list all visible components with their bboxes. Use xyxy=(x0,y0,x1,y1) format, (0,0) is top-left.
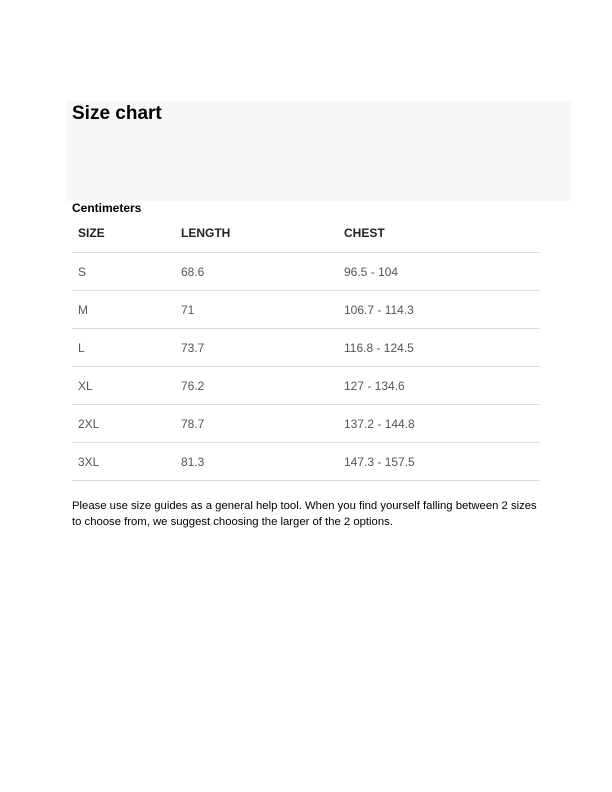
chest-cell: 116.8 - 124.5 xyxy=(338,329,540,367)
table-row xyxy=(72,367,540,405)
size-guide-note: Please use size guides as a general help tool. When you find yourself falling between 2 sizes to choose from, we suggest choosing the larger of the 2 options. xyxy=(72,500,537,528)
length-cell: 81.3 xyxy=(175,443,338,481)
chest-cell: 147.3 - 157.5 xyxy=(338,443,540,481)
page-title: Size chart xyxy=(72,103,162,124)
table-row xyxy=(72,291,540,329)
column-header-size: SIZE xyxy=(72,214,175,253)
table-row xyxy=(72,253,540,291)
size-cell: M xyxy=(72,291,175,329)
length-cell: 71 xyxy=(175,291,338,329)
size-cell: XL xyxy=(72,367,175,405)
length-cell: 68.6 xyxy=(175,253,338,291)
chest-cell: 106.7 - 114.3 xyxy=(338,291,540,329)
chest-cell: 137.2 - 144.8 xyxy=(338,405,540,443)
chest-cell: 96.5 - 104 xyxy=(338,253,540,291)
table-row xyxy=(72,443,540,481)
column-header-chest: CHEST xyxy=(338,214,540,253)
size-cell: L xyxy=(72,329,175,367)
size-cell: 2XL xyxy=(72,405,175,443)
column-header-length: LENGTH xyxy=(175,214,338,253)
size-cell: 3XL xyxy=(72,443,175,481)
length-cell: 76.2 xyxy=(175,367,338,405)
title-banner xyxy=(66,101,571,201)
unit-label: Centimeters xyxy=(72,201,142,215)
size-cell: S xyxy=(72,253,175,291)
size-chart-table xyxy=(72,214,540,481)
chest-cell: 127 - 134.6 xyxy=(338,367,540,405)
table-row xyxy=(72,405,540,443)
table-header-row xyxy=(72,214,540,253)
table-row xyxy=(72,329,540,367)
length-cell: 73.7 xyxy=(175,329,338,367)
length-cell: 78.7 xyxy=(175,405,338,443)
